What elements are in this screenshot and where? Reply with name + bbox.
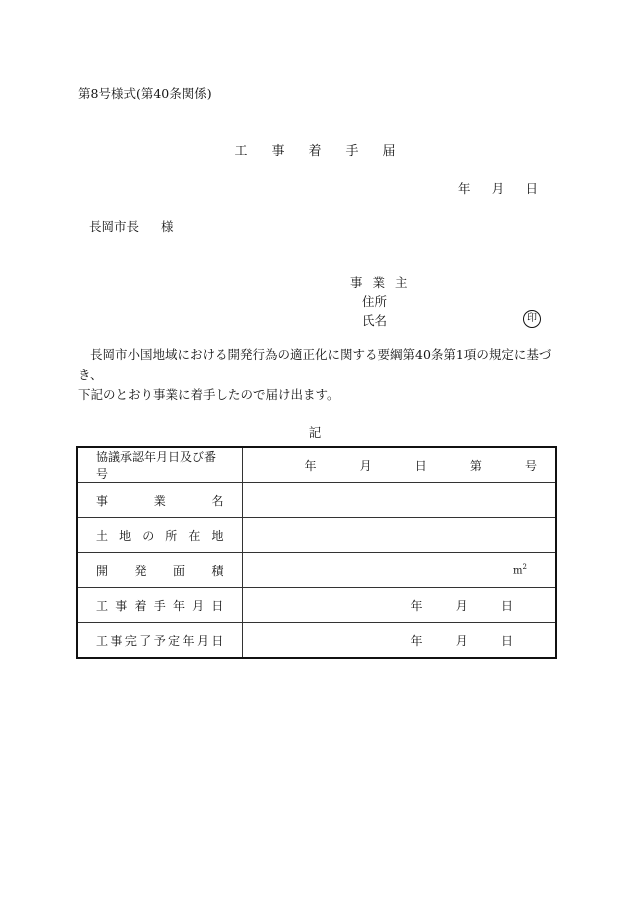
proprietor-label: 事業主 xyxy=(350,275,418,290)
table-label: 工 事 着 手 年 月 日 xyxy=(77,588,242,623)
table-label: 土 地 の 所 在 地 xyxy=(77,518,242,553)
applicant-block xyxy=(348,273,418,330)
notification-body xyxy=(78,345,558,405)
table-value[interactable] xyxy=(242,553,556,588)
table-row-project-name xyxy=(77,483,556,518)
ki-heading: 記 xyxy=(308,425,322,440)
table-label: 開 発 面 積 xyxy=(77,553,242,588)
addressee xyxy=(89,217,174,235)
body-line-1: 長岡市小国地域における開発行為の適正化に関する要綱第40条第1項の規定に基づき、 xyxy=(78,347,552,382)
table-row-development-area xyxy=(77,553,556,588)
area-unit: $m^2$ xyxy=(513,563,527,577)
table-value[interactable]: 年 月 日 xyxy=(242,588,556,623)
table-row-start-date xyxy=(77,588,556,623)
table-value[interactable] xyxy=(242,483,556,518)
table-label: 事 業 名 xyxy=(77,483,242,518)
table-value[interactable]: 年 月 日 第 号 xyxy=(242,447,556,483)
body-line-2: 下記のとおり事業に着手したので届け出ます。 xyxy=(78,387,340,402)
form-number: 第8号様式(第40条関係) xyxy=(78,86,212,101)
table-row-completion-date xyxy=(77,623,556,659)
address-label: 住所 xyxy=(362,294,388,309)
table-value[interactable] xyxy=(242,518,556,553)
date-month-label: 月 xyxy=(491,181,505,196)
table-row-land-location xyxy=(77,518,556,553)
details-table xyxy=(76,446,557,659)
document-title: 工事着手届 xyxy=(234,144,420,159)
date-year-label: 年 xyxy=(458,181,471,196)
seal-icon: 印 xyxy=(523,310,541,328)
table-row-approval xyxy=(77,447,556,483)
addressee-name: 長岡市長 xyxy=(89,219,140,234)
date-day-label: 日 xyxy=(525,181,538,196)
table-label: 工 事 完 了 予 定 年 月 日 xyxy=(77,623,242,659)
table-label: 協議承認年月日及び番号 xyxy=(77,447,242,483)
submission-date xyxy=(458,179,538,197)
addressee-honorific: 様 xyxy=(161,219,174,234)
name-label: 氏名 xyxy=(362,313,388,328)
table-value[interactable]: 年 月 日 xyxy=(242,623,556,659)
